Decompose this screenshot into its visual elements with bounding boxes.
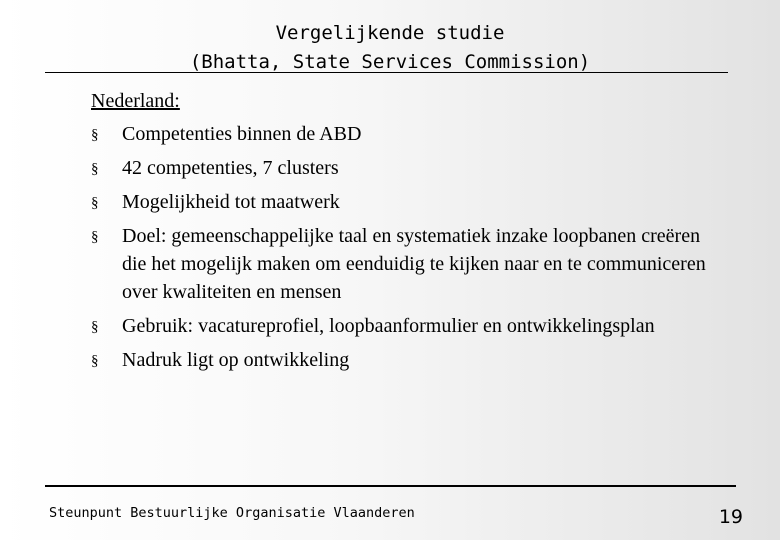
bullet-item xyxy=(91,120,711,148)
bullet-text: Gebruik: vacatureprofiel, loopbaanformulier en ontwikkelingsplan xyxy=(122,315,655,337)
bullet-text: Nadruk ligt op ontwikkeling xyxy=(122,349,350,371)
bullet-marker-icon: § xyxy=(91,353,99,369)
slide-title-line-1: Vergelijkende studie xyxy=(275,22,505,44)
page-number: 19 xyxy=(718,506,743,528)
bullet-text: 42 competenties, 7 clusters xyxy=(122,157,339,179)
slide-body xyxy=(91,87,711,380)
bullet-item xyxy=(91,312,711,340)
bullet-item xyxy=(91,346,711,374)
slide-title xyxy=(0,19,780,77)
bullet-marker-icon: § xyxy=(91,229,99,245)
bullet-text: Doel: gemeenschappelijke taal en systematiek inzake loopbanen creëren die het mogelijk maken om eenduidig te kijken naar en te communiceren over kwaliteiten en mensen xyxy=(122,225,706,303)
bullet-marker-icon: § xyxy=(91,319,99,335)
footer-organization: Steunpunt Bestuurlijke Organisatie Vlaanderen xyxy=(49,505,415,521)
bullet-marker-icon: § xyxy=(91,161,99,177)
footer-divider xyxy=(45,485,736,487)
bullet-marker-icon: § xyxy=(91,195,99,211)
bullet-item xyxy=(91,222,711,306)
bullet-text: Competenties binnen de ABD xyxy=(122,123,362,145)
slide-title-line-2: (Bhatta, State Services Commission) xyxy=(189,51,591,73)
bullet-item xyxy=(91,154,711,182)
title-divider xyxy=(45,72,728,73)
bullet-text: Mogelijkheid tot maatwerk xyxy=(122,191,340,213)
bullet-list xyxy=(91,120,711,374)
bullet-item xyxy=(91,188,711,216)
bullet-marker-icon: § xyxy=(91,127,99,143)
section-heading: Nederland: xyxy=(91,90,180,112)
